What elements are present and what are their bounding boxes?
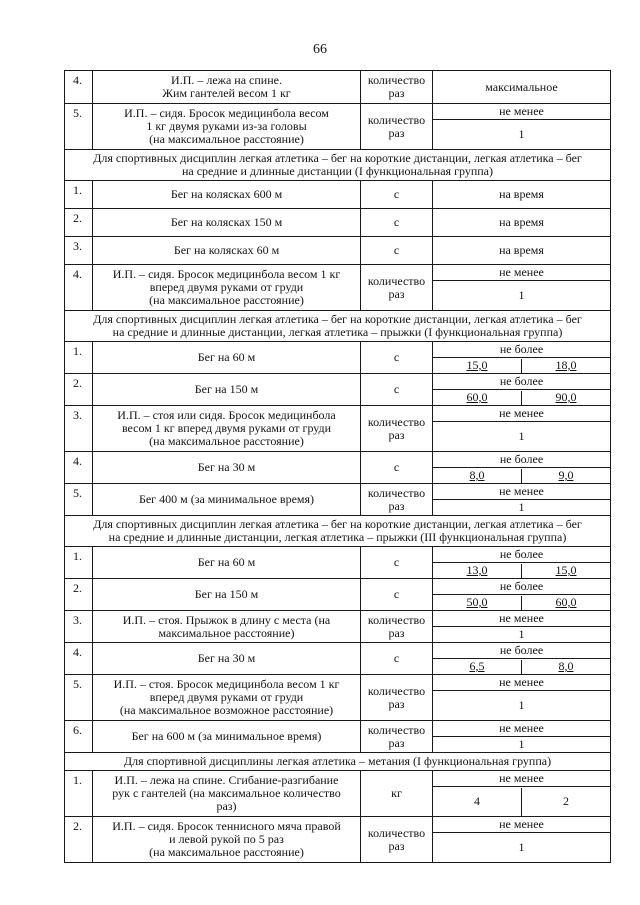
table-row [65,817,611,833]
unit-cell: количество раз [361,484,433,516]
norm-value: 50,0 [466,595,488,609]
norm-value: 1 [433,737,611,753]
unit-cell: с [361,342,433,374]
unit-cell: с [361,374,433,406]
norm-value: 1 [433,691,611,721]
norm-label: не менее [433,771,611,787]
row-number: 6. [65,721,93,753]
norm-label: не более [433,547,611,563]
norm-values [433,469,610,483]
table-row [65,452,611,468]
table-row [65,643,611,659]
exercise-cell: Бег на 150 м [93,374,361,406]
norm-label: не менее [433,265,611,281]
unit-cell: количество раз [361,406,433,452]
exercise-cell: Бег на 600 м (за минимальное время) [93,721,361,753]
unit-cell: количество раз [361,721,433,753]
norm-value: 6,5 [469,659,485,673]
row-number: 5. [65,675,93,721]
section-row [65,753,611,771]
unit-cell: с [361,452,433,484]
norm-label: не более [433,643,611,659]
table-row [65,104,611,120]
norm-value: 8,0 [469,468,485,482]
norm-values [433,564,610,578]
table-row [65,374,611,390]
table-row [65,237,611,265]
row-number: 4. [65,643,93,675]
table-row [65,265,611,281]
norm-values-cell [433,659,611,675]
exercise-cell: Бег 400 м (за минимальное время) [93,484,361,516]
norm-label: не менее [433,104,611,120]
exercise-cell: Бег на 30 м [93,643,361,675]
exercise-cell: Бег на 150 м [93,579,361,611]
norm-values-cell [433,468,611,484]
section-row [65,516,611,547]
row-number: 1. [65,181,93,209]
norm-label: не более [433,342,611,358]
norm-value: 18,0 [521,359,610,373]
row-number: 4. [65,452,93,484]
norm-value: 15,0 [521,564,610,578]
unit-cell: количество раз [361,71,433,104]
unit-cell: с [361,579,433,611]
norm-value: 2 [521,788,610,816]
norm-value: 8,0 [521,660,610,674]
norm-value: 90,0 [521,391,610,405]
exercise-cell: И.П. – стоя или сидя. Бросок медицинбола весом 1 кг вперед двумя руками от груди (на максимальное расстояние) [93,406,361,452]
section-title: Для спортивных дисциплин легкая атлетика – бег на короткие дистанции, легкая атлетика – бег на средние и длинные дистанции (I функциональная группа) [65,150,611,181]
unit-cell: количество раз [361,611,433,643]
table-row [65,721,611,737]
section-title: Для спортивной дисциплины легкая атлетика – метания (I функциональная группа) [65,753,611,771]
norm-value: 1 [433,627,611,643]
norm-value: 1 [433,281,611,311]
section-title: Для спортивных дисциплин легкая атлетика – бег на короткие дистанции, легкая атлетика – бег на средние и длинные дистанции, легкая атлетика – прыжки (I функциональная группа) [65,311,611,342]
norm-values [433,660,610,674]
exercise-cell: Бег на 60 м [93,547,361,579]
norm-label: не менее [433,484,611,500]
row-number: 2. [65,579,93,611]
norm-values [433,391,610,405]
norm-label: не более [433,579,611,595]
exercise-cell: И.П. – лежа на спине. Жим гантелей весом 1 кг [93,71,361,104]
standards-table [64,70,611,863]
norm-label: не менее [433,406,611,422]
table-row [65,406,611,422]
row-number: 1. [65,771,93,817]
norm-label: не менее [433,817,611,833]
exercise-cell: Бег на 30 м [93,452,361,484]
norm-value: на время [433,209,611,237]
row-number: 3. [65,611,93,643]
norm-values-cell [433,563,611,579]
table-row [65,771,611,787]
unit-cell: кг [361,771,433,817]
table-row [65,209,611,237]
exercise-cell: Бег на колясках 600 м [93,181,361,209]
norm-value: 1 [433,120,611,150]
exercise-cell: И.П. – сидя. Бросок медицинбола весом 1 кг вперед двумя руками от груди (на максимальное расстояние) [93,265,361,311]
norm-values-cell [433,787,611,817]
norm-value: 1 [433,833,611,863]
row-number: 1. [65,547,93,579]
row-number: 1. [65,342,93,374]
row-number: 2. [65,374,93,406]
norm-values [433,596,610,610]
norm-label: не более [433,374,611,390]
norm-value: 60,0 [466,390,488,404]
unit-cell: количество раз [361,104,433,150]
row-number: 4. [65,71,93,104]
norm-label: не более [433,452,611,468]
unit-cell: с [361,209,433,237]
table-row [65,547,611,563]
section-title: Для спортивных дисциплин легкая атлетика – бег на короткие дистанции, легкая атлетика – бег на средние и длинные дистанции, легкая атлетика – прыжки (III функциональная группа) [65,516,611,547]
norm-value: 4 [474,794,480,808]
row-number: 3. [65,237,93,265]
norm-value: максимальное [433,71,611,104]
unit-cell: с [361,237,433,265]
row-number: 3. [65,406,93,452]
unit-cell: с [361,547,433,579]
norm-value: 9,0 [521,469,610,483]
norm-value: 13,0 [466,563,488,577]
unit-cell: с [361,643,433,675]
norm-value: 1 [433,500,611,516]
exercise-cell: И.П. – лежа на спине. Сгибание-разгибание рук с гантелей (на максимальное количество раз) [93,771,361,817]
exercise-cell: Бег на колясках 60 м [93,237,361,265]
section-row [65,150,611,181]
norm-label: не менее [433,721,611,737]
norm-values-cell [433,595,611,611]
table-row [65,181,611,209]
norm-value: 1 [433,422,611,452]
unit-cell: количество раз [361,265,433,311]
row-number: 2. [65,817,93,863]
norm-label: не менее [433,675,611,691]
table-row [65,342,611,358]
norm-values [433,359,610,373]
exercise-cell: Бег на 60 м [93,342,361,374]
exercise-cell: И.П. – стоя. Бросок медицинбола весом 1 кг вперед двумя руками от груди (на максимальное возможное расстояние) [93,675,361,721]
exercise-cell: И.П. – сидя. Бросок медицинбола весом 1 кг двумя руками из-за головы (на максимальное расстояние) [93,104,361,150]
unit-cell: количество раз [361,817,433,863]
row-number: 5. [65,484,93,516]
row-number: 4. [65,265,93,311]
table-row [65,675,611,691]
exercise-cell: Бег на колясках 150 м [93,209,361,237]
norm-value: на время [433,237,611,265]
norm-label: не менее [433,611,611,627]
norm-value: на время [433,181,611,209]
row-number: 5. [65,104,93,150]
row-number: 2. [65,209,93,237]
exercise-cell: И.П. – сидя. Бросок теннисного мяча правой и левой рукой по 5 раз (на максимальное расстояние) [93,817,361,863]
exercise-cell: И.П. – стоя. Прыжок в длину с места (на максимальное расстояние) [93,611,361,643]
norm-values-cell [433,390,611,406]
norm-values-cell [433,358,611,374]
norm-value: 15,0 [466,358,488,372]
section-row [65,311,611,342]
norm-values [433,788,610,816]
norm-value: 60,0 [521,596,610,610]
table-row [65,71,611,104]
page-number: 66 [313,42,327,57]
table-row [65,611,611,627]
unit-cell: количество раз [361,675,433,721]
table-row [65,484,611,500]
table-row [65,579,611,595]
unit-cell: с [361,181,433,209]
